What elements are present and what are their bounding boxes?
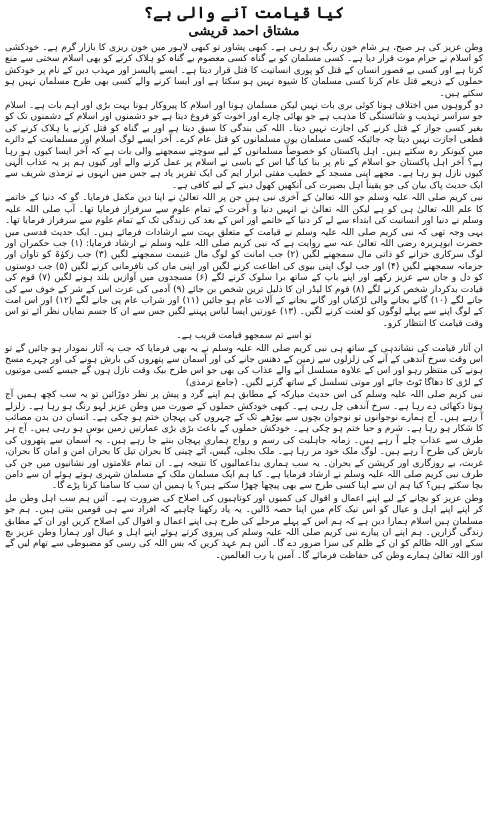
paragraph-7: وطن عزیز کو بچانے کے لیے اپنے اعمال و اقوال کی کمیوں اور کوتاہیوں کی اصلاح کی ضرورت ہے۔ آئیں ہم سب اہل وطن مل کر اپنے اپنے اہل و عیال کو اس نیک کام میں اپنا حصہ ڈالیں۔ یہ یاد رکھنا چاہیے کہ افراد سے ہی قومیں بنتی ہیں۔ ہم جو مسلمان ہیں اسلام ہمارا دین ہے کہ ہم اس کے پہلے مرحلے کی طرح ہی اپنے اعمال و اقوال کی اصلاح کریں اور ان کے مطابق زندگی گزاریں۔ ہم اپنے ان پیارے نبی کریم صلی اللہ علیہ وسلم کی پیروی کرتے ہوئے اپنے اہل و عیال اور ہمارا وطن عزیز بچ سکے اور اللہ ظالم کو ان کے ظلم کی سزا ضرور دے گا۔ آئیں ہم عہد کریں کہ بس اللہ کی رسی کو مضبوطی سے تھام لیں گے اور اللہ تعالیٰ ہمارے وطن کی حفاظت فرمائے گا۔ آمین یا رب العالمین۔ <box>5 493 483 561</box>
paragraph-2: دو گروہوں میں اختلاف ہونا کوئی بری بات نہیں لیکن مسلمان ہونا اور اسلام کا پیروکار ہونا بہت بڑی اور اہم بات ہے۔ اسلام جو سراسر تہذیب و شائستگی کا مذہب ہے جو بھائی چارے اور اخوت کو فروغ دیتا ہے جو دشمنوں اور اسلام کے دشمنوں تک کو بغیر کسی جواز کے قتل کرنے کی اجازت نہیں دیتا۔ اللہ کی بندگی کا سبق دیتا ہے اور بے گناہ کو قتل کرنے یا ہلاک کرنے کی قطعی اجازت نہیں دیتا چہ جائیکہ کسی مسلمان یوں مسلمانوں کو قتل عام کرے۔ آخر ایسے لوگ اسلام اور مسلمانیت کے دائرے میں کیونکر رہ سکتے ہیں۔ اہل پاکستان کو خصوصاً مسلمانوں کے لیے سوچنے سمجھنے والی بات ہے کہ آخر ایسا کیوں ہو رہا ہے؟ آخر اہل پاکستان جو اسلام کے نام پر بنا کیا گیا اس کے باسی نے اسلام پر عمل کرنے والے اور کیوں ہم پر یہ عذاب الٰہی کیوں نازل ہو رہا ہے۔ مجھے اپنی مسجد کے خطیب مفتی ابرار ایم کی ایک تقریر یاد ہے جس میں انہوں نے ترمذی شریف سے ایک حدیث پاک بیان کی جو یقیناً اہل بصیرت کی آنکھیں کھول دینے کے لیے کافی ہے۔ <box>5 101 483 191</box>
article-author: مشتاق احمد قریشی <box>188 24 300 39</box>
paragraph-4: تو اسے تم سمجھو قیامت قریب ہے۔ <box>176 331 312 342</box>
paragraph-3: نبی کریم صلی اللہ علیہ وسلم جو اللہ تعالیٰ کے آخری نبی ہیں جن پر اللہ تعالیٰ نے اپنا دین مکمل فرمایا۔ گو کہ دنیا کے خاتمے کا علم اللہ تعالیٰ ہی کو ہے لیکن اللہ تعالیٰ نے انہیں دنیا و آخرت کے تمام علوم سے سرفراز فرمایا تھا۔ آپ صلی اللہ علیہ وسلم نے دنیا اور انسانیت کی ابتداء سے لے کر دنیا کے خاتمے اور اس کے بعد کی زندگی تک کے تمام علوم سے سرفراز فرمایا تھا۔ یہی وجہ تھی کہ نبی کریم صلی اللہ علیہ وسلم نے قیامت کے متعلق بہت سے ارشادات فرمائے ہیں۔ ایک حدیث قدسی میں حضرت ابوہریرہ رضی اللہ تعالیٰ عنہ سے روایت ہے کہ نبی کریم صلی اللہ علیہ وسلم نے ارشاد فرمایا: (۱) جب حکمران اور لوگ سرکاری خزانے کو ذاتی مال سمجھنے لگیں (۲) جب امانت کو لوگ مال غنیمت سمجھنے لگیں (۳) جب زکوٰۃ کو تاوان اور جرمانہ سمجھنے لگیں (۴) اور جب لوگ اپنی بیوی کی اطاعت کرنے لگیں اور اپنی ماں کی نافرمانی کرنے لگیں (۵) جب دوستوں کو دل و جان سے عزیز رکھے اور اپنے باپ کے ساتھ برا سلوک کرنے لگے (۶) مسجدوں میں آوازیں بلند ہونے لگیں (۷) قوم کی قیادت بدکردار شخص کرنے لگے (۸) قوم کا لیڈر ان کا ذلیل ترین شخص بن جائے (۹) آدمی کی عزت اس کے شر کے خوف سے کی جانے لگے (۱۰) گانے بجانے والی لڑکیاں اور گانے بجانے کے آلات عام ہو جائیں (۱۱) اور شراب عام پی جانے لگے (۱۲) اور اس امت کے لوگ اپنے سے پہلے لوگوں کو لعنت کرنے لگیں۔ (۱۳) عورتیں ایسا لباس پہننے لگیں جس سے ان کا جسم نمایاں نظر آئے تو اس وقت قیامت کا انتظار کرو۔ <box>5 193 484 329</box>
paragraph-5: ان آثار قیامت کی نشاندہی کے ساتھ ہی نبی کریم صلی اللہ علیہ وسلم نے یہ بھی فرمایا کہ جب یہ آثار نمودار ہو جائیں گے تو اس وقت سرخ آندھی کے آنے کی زلزلوں سے زمین کے دھنس جانے کی اور آسمان سے پتھروں کی بارش ہونے کی اور چہرے مسخ ہونے کی منتظر رہو اور اس کے علاوہ مسلسل آنے والے عذاب کی بھی جو اس طرح بیک وقت نازل ہوں گے جیسے کسی موتیوں کے لڑی کا دھاگا ٹوٹ جائے اور موتی تسلسل کے ساتھ گرنے لگیں۔ (جامع ترمذی) <box>5 343 483 388</box>
paragraph-1: وطن عزیز کی ہر صبح، ہر شام خون رنگ ہو رہی ہے۔ کبھی پشاور تو کبھی لاہور میں خون ریزی کا بازار گرم ہے۔ خودکشی کو اسلام نے حرام موت قرار دیا ہے۔ کسی مسلمان کو بے گناہ کسی معصوم بے گناہ کو ہلاک کرنے کو بھی اسلام سختی سے منع کرتا ہے اور کسی بے قصور انسان کے قتل کو پوری انسانیت کا قتل قرار دیتا ہے۔ ایسے پالیسز اور مہذب دین کے نام پر خودکش حملوں کے ذریعے قتل عام کرنا کسی مسلمان کا شیوہ نہیں ہو سکتا ہے اور ایسا کرنے والے کسی بھی طرح مسلمان نہیں ہو سکتے ہیں۔ <box>5 43 483 99</box>
article-title: کیا قیامت آنے والی ہے؟ <box>143 3 345 22</box>
paragraph-6: نبی کریم صلی اللہ علیہ وسلم کی اس حدیث مبارکہ کے مطابق ہم اپنے گرد و پیش پر نظر دوڑائیں تو یہ سب کچھ ہمیں آج ہوتا دکھائی دے رہا ہے۔ سرخ آندھی چل رہی ہے۔ کبھی خودکش حملوں کے صورت میں وطن عزیز لہو رنگ ہو رہا ہے۔ زلزلے آ رہے ہیں۔ آج ہمارے نوجوانوں تو نوجوان بچوں سے بوڑھے تک کے چہروں کی پہچان ختم ہو چکی ہے۔ انسان دن بدن مصائب کا شکار ہو رہا ہے۔ شرم و حیا ختم ہو چکی ہے۔ خودکش حملوں کے باعث بڑی بڑی عمارتیں زمین بوس ہو رہی ہیں۔ آج ہر طرف سے عذاب چلے آ رہے ہیں۔ زمانہ جاہلیت کی رسم و رواج ہماری پہچان بنتے جا رہے ہیں۔ یہ آسمان سے پتھروں کی بارش کی طرح آ رہے ہیں۔ لوگ ملک خود مر رہا ہے۔ ملک بجلی، گیس، آٹے چینی کا بحران تیل کا بحران امن و امان کا بحران، غربت، بے روزگاری اور کرپشن کے بحران۔ یہ سب ہماری بداعمالیوں کا نتیجہ ہے۔ ان تمام علامتوں اور نشانیوں میں جن کی طرف نبی کریم صلی اللہ علیہ وسلم نے ارشاد فرمایا ہے۔ کیا ہم ایک مسلمان ملک کے مسلمان شہری ہوتے ہوئے ان سے دامن بچا سکتے ہیں؟ کیا ہم ان سے اپنا کسی طرح سے بھی پیچھا چھڑا سکتے ہیں؟ یا ہمیں ان سب کا سامنا کرنا پڑے گا۔ <box>5 390 483 492</box>
